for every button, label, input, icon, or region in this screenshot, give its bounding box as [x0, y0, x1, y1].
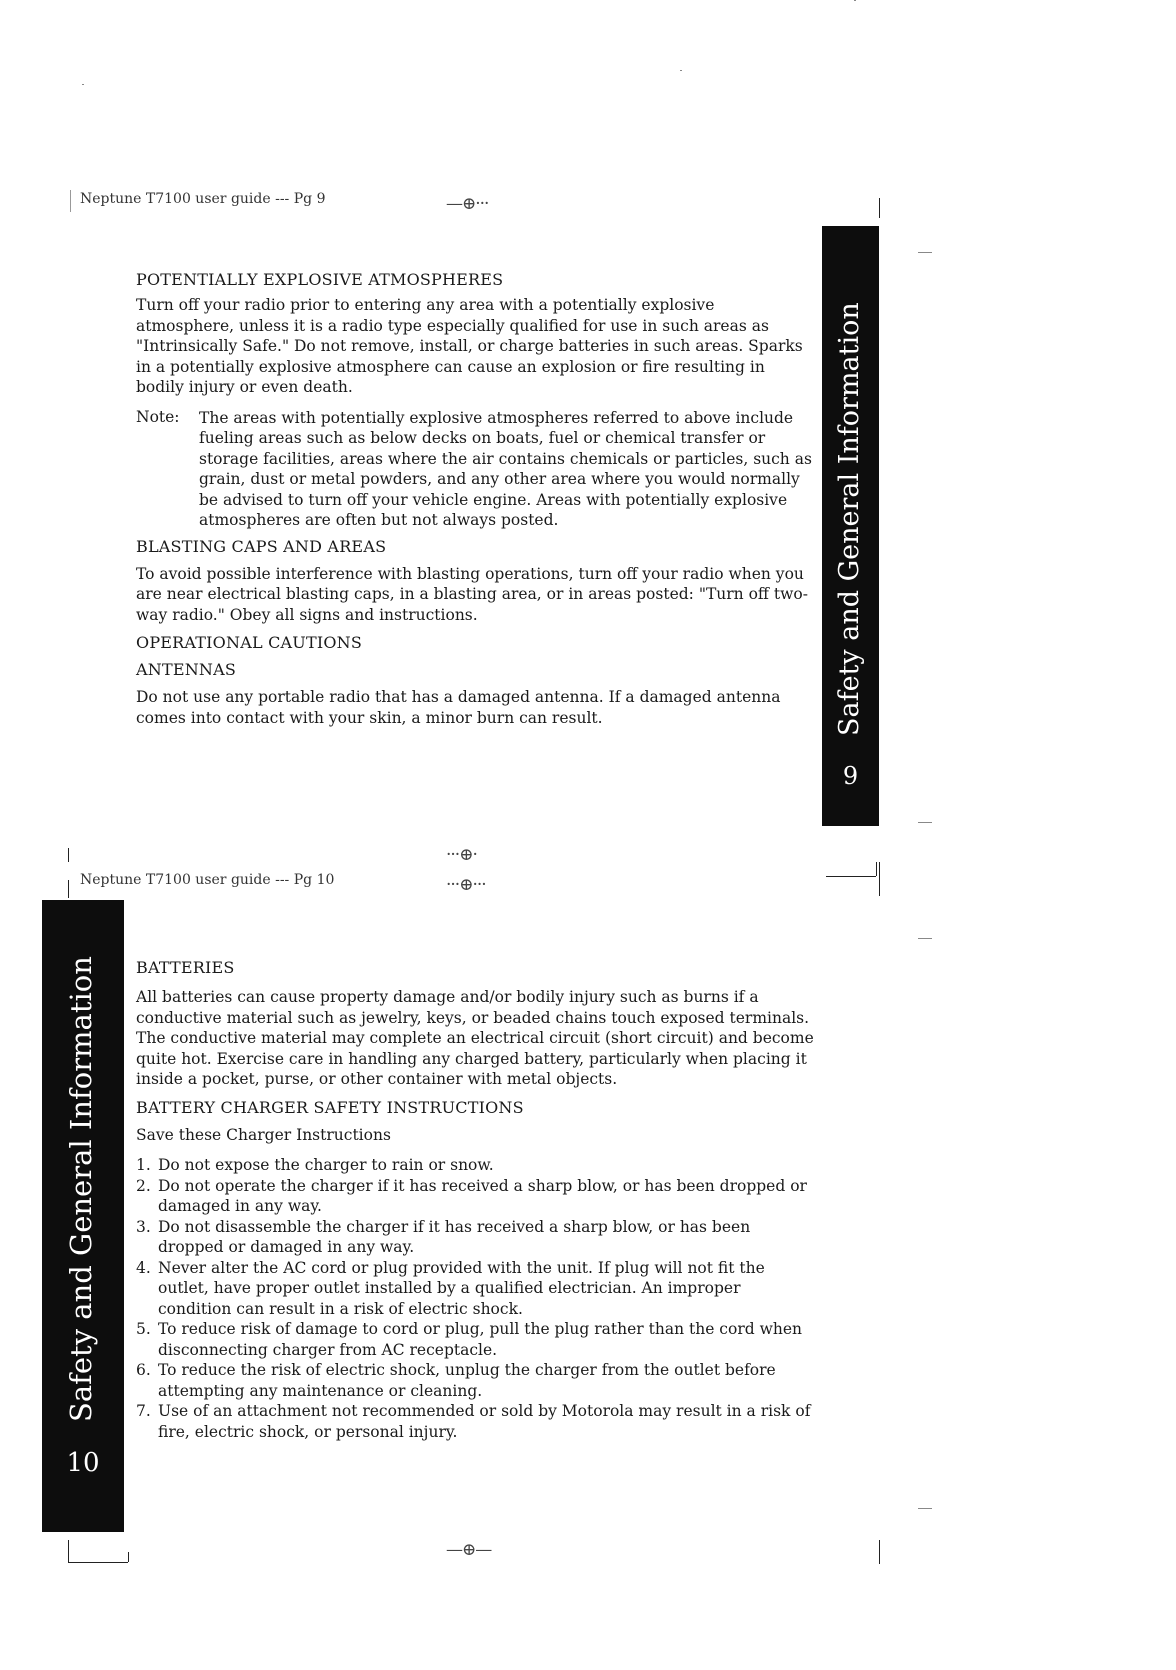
list-number: 6. — [136, 1361, 151, 1379]
page-header: Neptune T7100 user guide --- Pg 10 — [80, 872, 335, 888]
page-10-content — [136, 958, 816, 1442]
list-number: 2. — [136, 1176, 151, 1195]
speck — [854, 0, 856, 1]
list-item — [136, 1319, 816, 1360]
section-body: All batteries can cause property damage and/or bodily injury such as burns if a conductive material such as jewelry, keys, or beaded chains touch exposed terminals. The conductive material may complete an electrical circuit (short circuit) and become quite hot. Exercise care in handling any charged battery, particularly when placing it inside a pocket, purse, or other container with metal objects. — [136, 988, 814, 1088]
section-body: Do not use any portable radio that has a damaged antenna. If a damaged antenna comes into contact with your skin, a minor burn can result. — [136, 688, 781, 727]
trim-mark — [876, 862, 877, 876]
section-body: To avoid possible interference with blasting operations, turn off your radio when you are near electrical blasting caps, in a blasting area, or in areas posted: "Turn off two-way radio." Obey all signs and instructions. — [136, 564, 808, 624]
list-number: 4. — [136, 1258, 151, 1277]
page-header: Neptune T7100 user guide --- Pg 9 — [80, 191, 326, 207]
side-tab — [42, 900, 124, 1532]
speck — [918, 1508, 932, 1509]
list-number: 3. — [136, 1217, 151, 1236]
registration-mark: —⊕··· — [446, 194, 489, 214]
trim-mark — [70, 190, 71, 212]
section-heading: BATTERIES — [136, 958, 235, 977]
list-text: Use of an attachment not recommended or sold by Motorola may result in a risk of fire, electric shock, or personal injury. — [158, 1402, 811, 1441]
trim-mark — [68, 848, 69, 862]
list-item — [136, 1360, 816, 1401]
page-number: 10 — [66, 1448, 100, 1478]
side-tab-label: Safety and General Information — [834, 302, 865, 736]
list-item — [136, 1258, 816, 1320]
list-text: To reduce the risk of electric shock, unplug the charger from the outlet before attempting any maintenance or cleaning. — [158, 1361, 776, 1400]
instruction-list — [136, 1155, 816, 1442]
side-tab-label: Safety and General Information — [64, 956, 98, 1422]
speck — [918, 938, 932, 939]
speck — [680, 70, 682, 71]
trim-mark — [826, 876, 876, 877]
note-block — [136, 408, 816, 531]
trim-mark — [879, 198, 880, 218]
trim-mark — [879, 862, 880, 896]
speck — [918, 252, 932, 253]
registration-mark: ···⊕··· — [446, 875, 486, 895]
list-text: Never alter the AC cord or plug provided with the unit. If plug will not fit the outlet, have proper outlet installed by a qualified electrician. An improper condition can result in a risk of electric shock. — [158, 1258, 765, 1318]
list-text: To reduce risk of damage to cord or plug, pull the plug rather than the cord when disconnecting charger from AC receptacle. — [158, 1320, 802, 1359]
page-9-content — [136, 270, 816, 728]
section-heading: BLASTING CAPS AND AREAS — [136, 536, 387, 556]
list-number: 1. — [136, 1156, 151, 1174]
list-text: Do not expose the charger to rain or snow. — [158, 1156, 494, 1174]
speck — [82, 84, 84, 85]
trim-mark — [128, 1552, 129, 1562]
list-item — [136, 1401, 816, 1442]
list-item — [136, 1155, 816, 1176]
list-text: Do not disassemble the charger if it has received a sharp blow, or has been dropped or damaged in any way. — [158, 1217, 751, 1256]
list-item — [136, 1176, 816, 1217]
trim-mark — [68, 1540, 69, 1562]
registration-mark: —⊕— — [446, 1540, 492, 1560]
list-number: 5. — [136, 1320, 151, 1338]
registration-mark: ···⊕· — [446, 845, 477, 865]
section-heading: BATTERY CHARGER SAFETY INSTRUCTIONS — [136, 1097, 524, 1117]
speck — [918, 822, 932, 823]
section-heading: ANTENNAS — [136, 660, 237, 679]
section-heading: OPERATIONAL CAUTIONS — [136, 633, 363, 652]
trim-mark — [68, 880, 69, 898]
list-item — [136, 1217, 816, 1258]
section-body: Turn off your radio prior to entering any area with a potentially explosive atmosphere, unless it is a radio type especially qualified for use in such areas as "Intrinsically Safe." Do not remove, install, or charge batteries in such areas. Sparks in a potentially explosive atmosphere can cause an explosion or fire resulting in bodily injury or even death. — [136, 296, 803, 396]
list-text: Do not operate the charger if it has received a sharp blow, or has been dropped or damaged in any way. — [158, 1176, 807, 1215]
section-heading: POTENTIALLY EXPLOSIVE ATMOSPHERES — [136, 270, 504, 289]
page-number: 9 — [842, 762, 859, 790]
note-label: Note: — [136, 407, 180, 426]
list-number: 7. — [136, 1402, 151, 1420]
charger-intro: Save these Charger Instructions — [136, 1125, 391, 1144]
side-tab — [822, 226, 879, 826]
note-text: The areas with potentially explosive atmospheres referred to above include fueling areas such as below decks on boats, fuel or chemical transfer or storage facilities, areas where the air contains chemicals or particles, such as grain, dust or metal powders, and any other area where you would normally be advised to turn off your vehicle engine. Areas with potentially explosive atmospheres are often but not always posted. — [199, 408, 812, 529]
trim-mark — [879, 1540, 880, 1564]
trim-mark — [68, 1562, 128, 1563]
